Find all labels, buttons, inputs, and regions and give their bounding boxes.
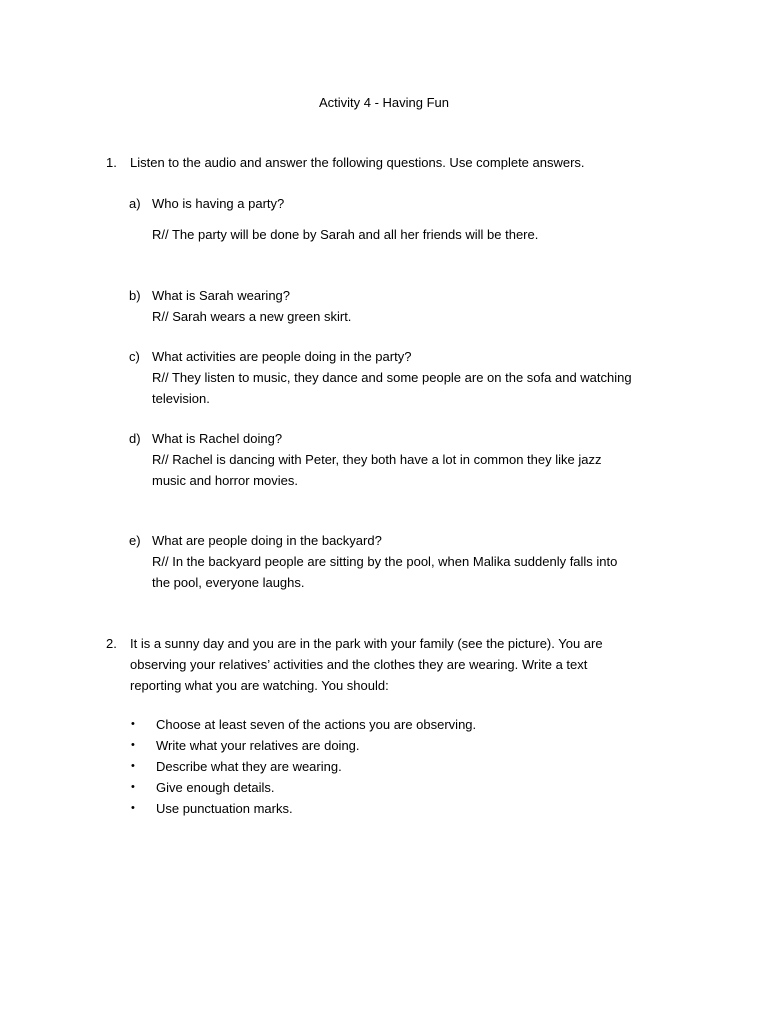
q1e-letter: e) <box>129 533 141 548</box>
q1c-question: What activities are people doing in the party? <box>152 349 412 364</box>
q2-line2: observing your relatives’ activities and the clothes they are wearing. Write a text <box>130 657 588 672</box>
q1d-answer-line1: R// Rachel is dancing with Peter, they both have a lot in common they like jazz <box>152 452 602 467</box>
q2-line1: It is a sunny day and you are in the park with your family (see the picture). You are <box>130 636 603 651</box>
q1c-answer-line1: R// They listen to music, they dance and some people are on the sofa and watching <box>152 370 632 385</box>
q1d-letter: d) <box>129 431 141 446</box>
q1e-answer-line2: the pool, everyone laughs. <box>152 575 305 590</box>
q2-bullet-1: Choose at least seven of the actions you are observing. <box>156 717 477 732</box>
q1e-question: What are people doing in the backyard? <box>152 533 382 548</box>
bullet-icon: • <box>131 739 135 751</box>
bullet-icon: • <box>131 781 135 793</box>
bullet-icon: • <box>131 802 135 814</box>
q1a-letter: a) <box>129 196 141 211</box>
q1-number: 1. <box>106 155 117 170</box>
q1-instruction: Listen to the audio and answer the following questions. Use complete answers. <box>130 155 585 170</box>
q2-line3: reporting what you are watching. You should: <box>130 678 389 693</box>
q1d-answer-line2: music and horror movies. <box>152 473 298 488</box>
q2-number: 2. <box>106 636 117 651</box>
q1d-question: What is Rachel doing? <box>152 431 283 446</box>
q1a-question: Who is having a party? <box>152 196 285 211</box>
q1b-question: What is Sarah wearing? <box>152 288 291 303</box>
q1c-answer-line2: television. <box>152 391 210 406</box>
q2-bullet-3: Describe what they are wearing. <box>156 759 342 774</box>
q2-bullet-4: Give enough details. <box>156 780 275 795</box>
document-title: Activity 4 - Having Fun <box>318 95 450 110</box>
q1e-answer-line1: R// In the backyard people are sitting by the pool, when Malika suddenly falls into <box>152 554 618 569</box>
q2-bullet-5: Use punctuation marks. <box>156 801 293 816</box>
bullet-icon: • <box>131 718 135 730</box>
q1b-letter: b) <box>129 288 141 303</box>
bullet-icon: • <box>131 760 135 772</box>
q2-bullet-2: Write what your relatives are doing. <box>156 738 360 753</box>
q1c-letter: c) <box>129 349 140 364</box>
q1a-answer: R// The party will be done by Sarah and all her friends will be there. <box>152 227 539 242</box>
q1b-answer: R// Sarah wears a new green skirt. <box>152 309 352 324</box>
